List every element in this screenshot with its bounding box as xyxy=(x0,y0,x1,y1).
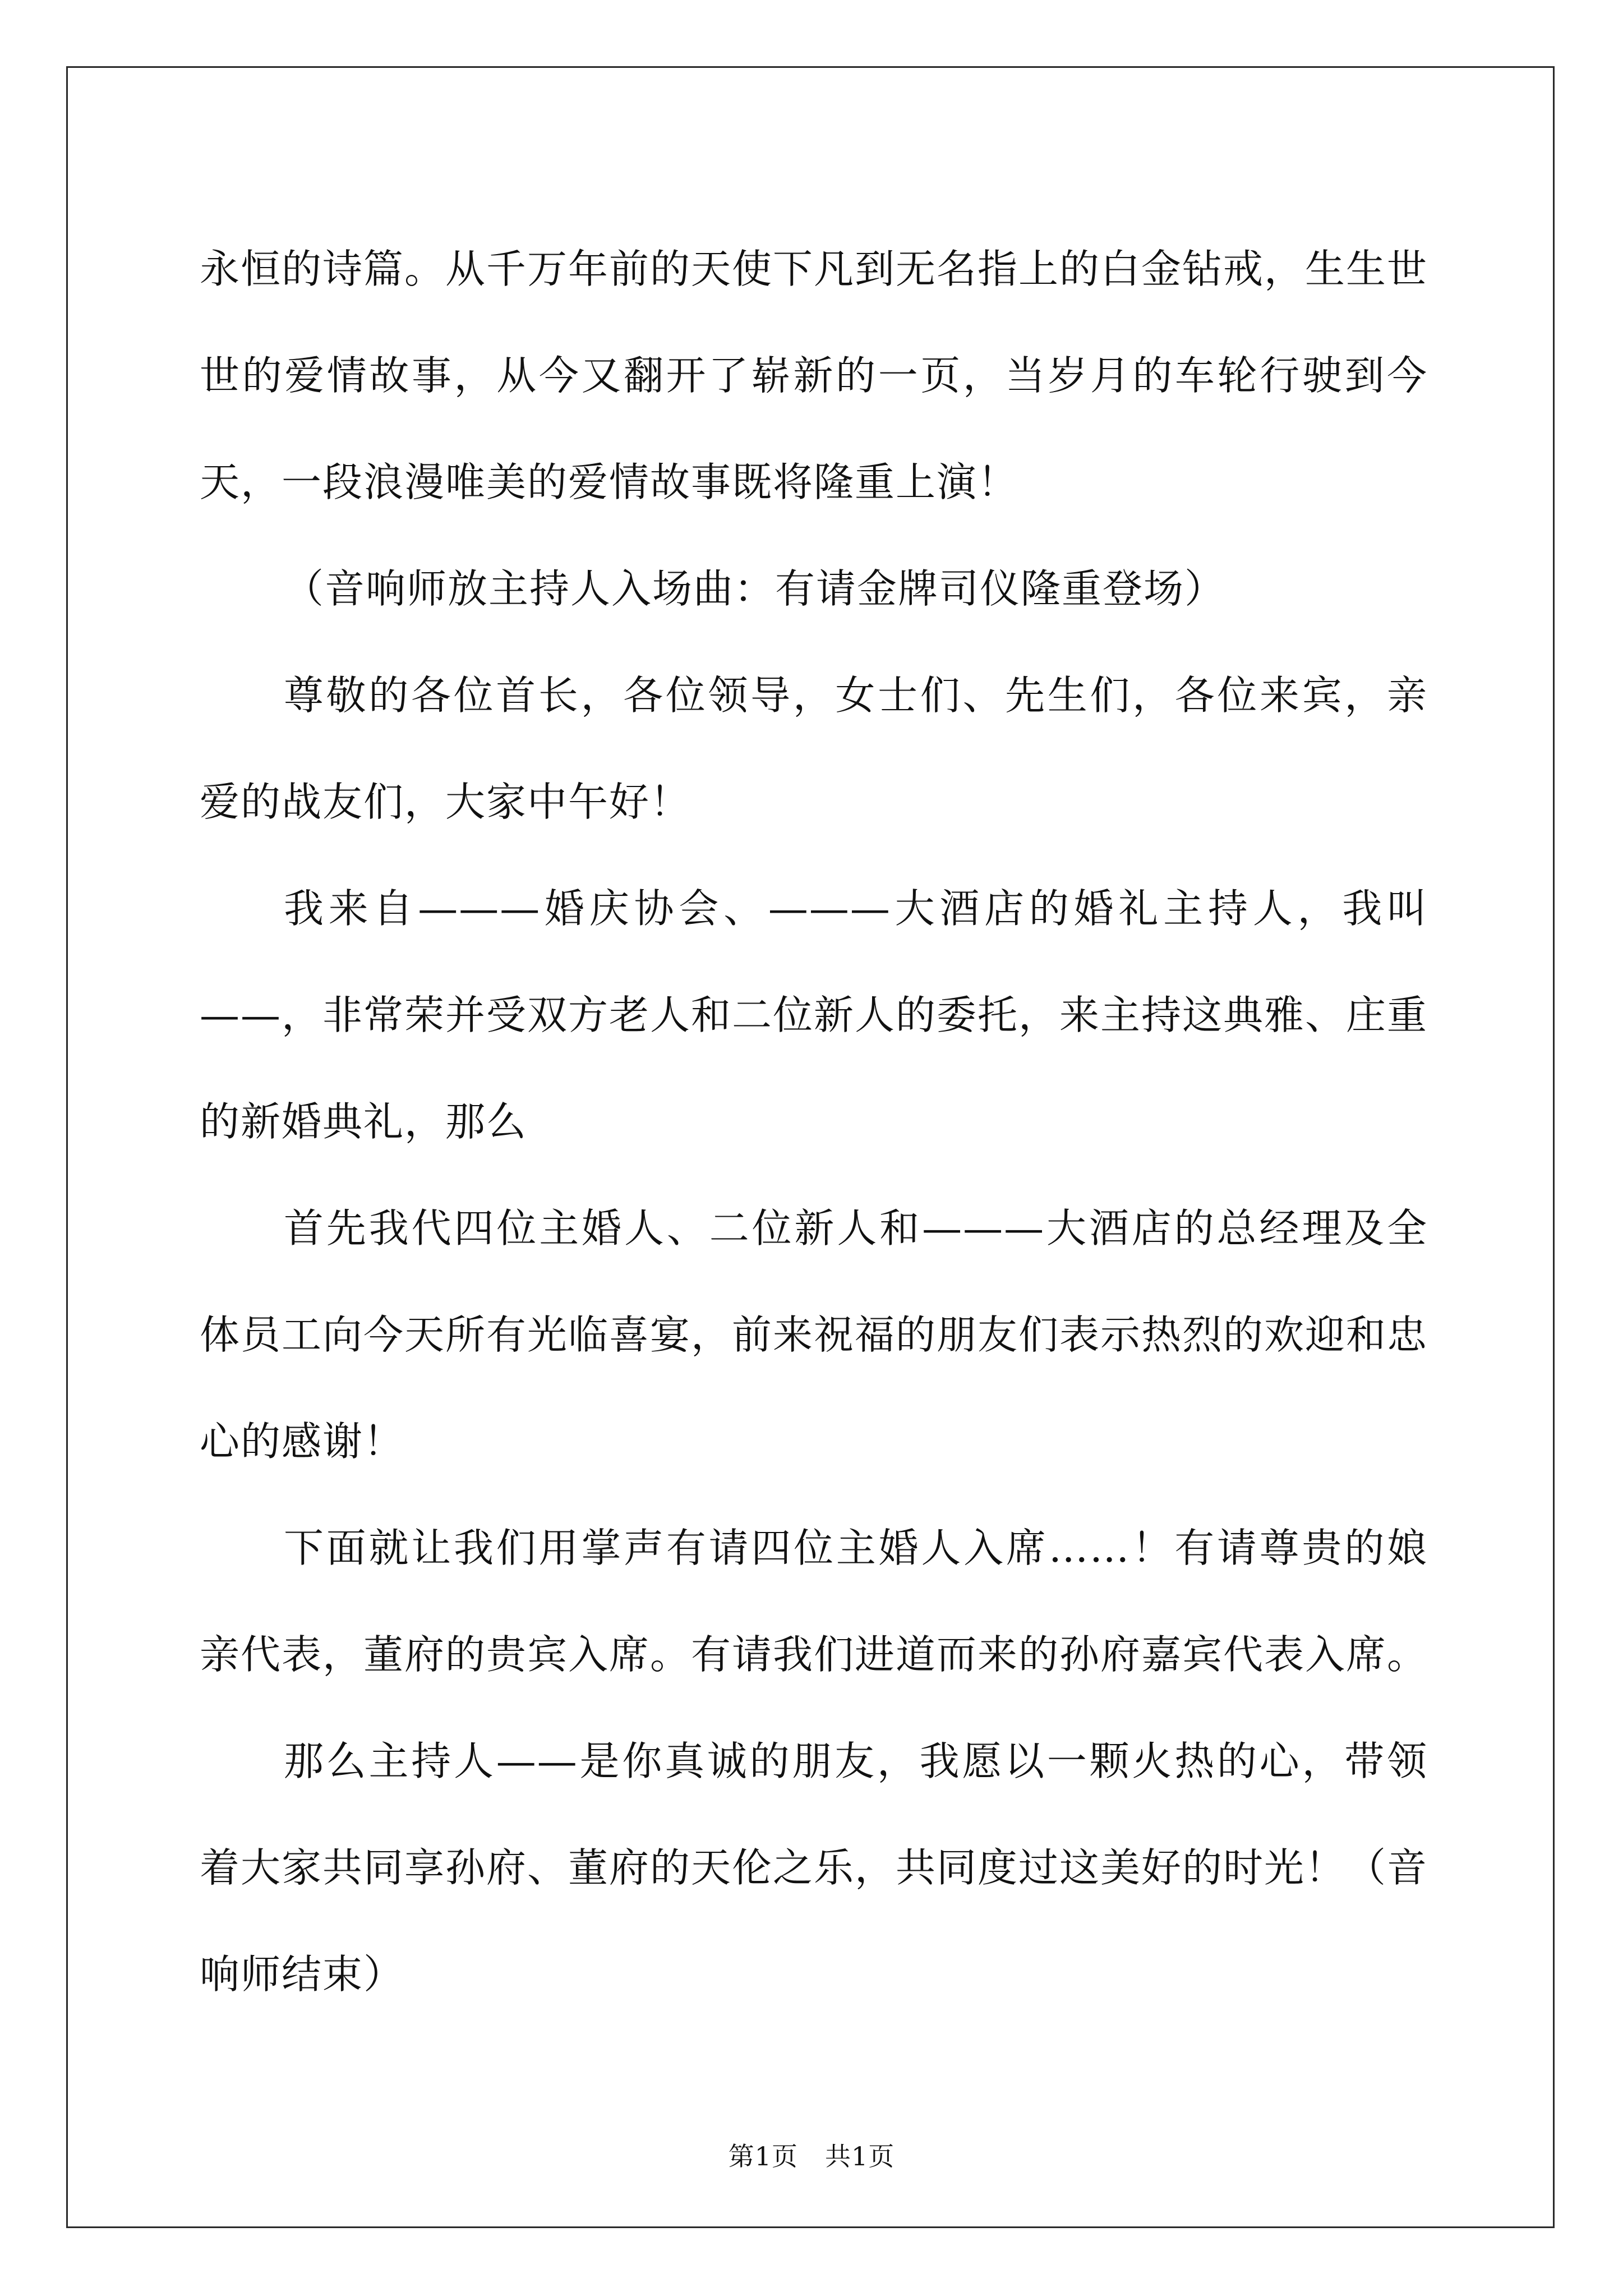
paragraph-6: 下面就让我们用掌声有请四位主婚人入席……！有请尊贵的娘亲代表，董府的贵宾入席。有请我们进道而来的孙府嘉宾代表入席。 xyxy=(200,1525,1428,1678)
paragraph-4: 我来自———婚庆协会、———大酒店的婚礼主持人，我叫——，非常荣并受双方老人和二位新人的委托，来主持这典雅、庄重的新婚典礼，那么 xyxy=(200,885,1428,1145)
paragraph-1: 永恒的诗篇。从千万年前的天使下凡到无名指上的白金钻戒，生生世世的爱情故事，从今又翻开了崭新的一页，当岁月的车轮行驶到今天，一段浪漫唯美的爱情故事既将隆重上演！ xyxy=(200,246,1428,505)
page-total: 共1页 xyxy=(825,2141,895,2171)
document-body xyxy=(200,216,1428,2028)
paragraph-5: 首先我代四位主婚人、二位新人和———大酒店的总经理及全体员工向今天所有光临喜宴，前来祝福的朋友们表示热烈的欢迎和忠心的感谢！ xyxy=(200,1205,1428,1465)
paragraph-7: 那么主持人——是你真诚的朋友，我愿以一颗火热的心，带领着大家共同享孙府、董府的天伦之乐，共同度过这美好的时光！（音响师结束） xyxy=(200,1738,1428,1998)
paragraph-3: 尊敬的各位首长，各位领导，女士们、先生们，各位来宾，亲爱的战友们，大家中午好！ xyxy=(200,672,1428,825)
paragraph-2: （音响师放主持人入场曲：有请金牌司仪隆重登场） xyxy=(284,565,1226,612)
page-number: 第1页 xyxy=(728,2141,798,2171)
page-footer xyxy=(0,2139,1623,2173)
